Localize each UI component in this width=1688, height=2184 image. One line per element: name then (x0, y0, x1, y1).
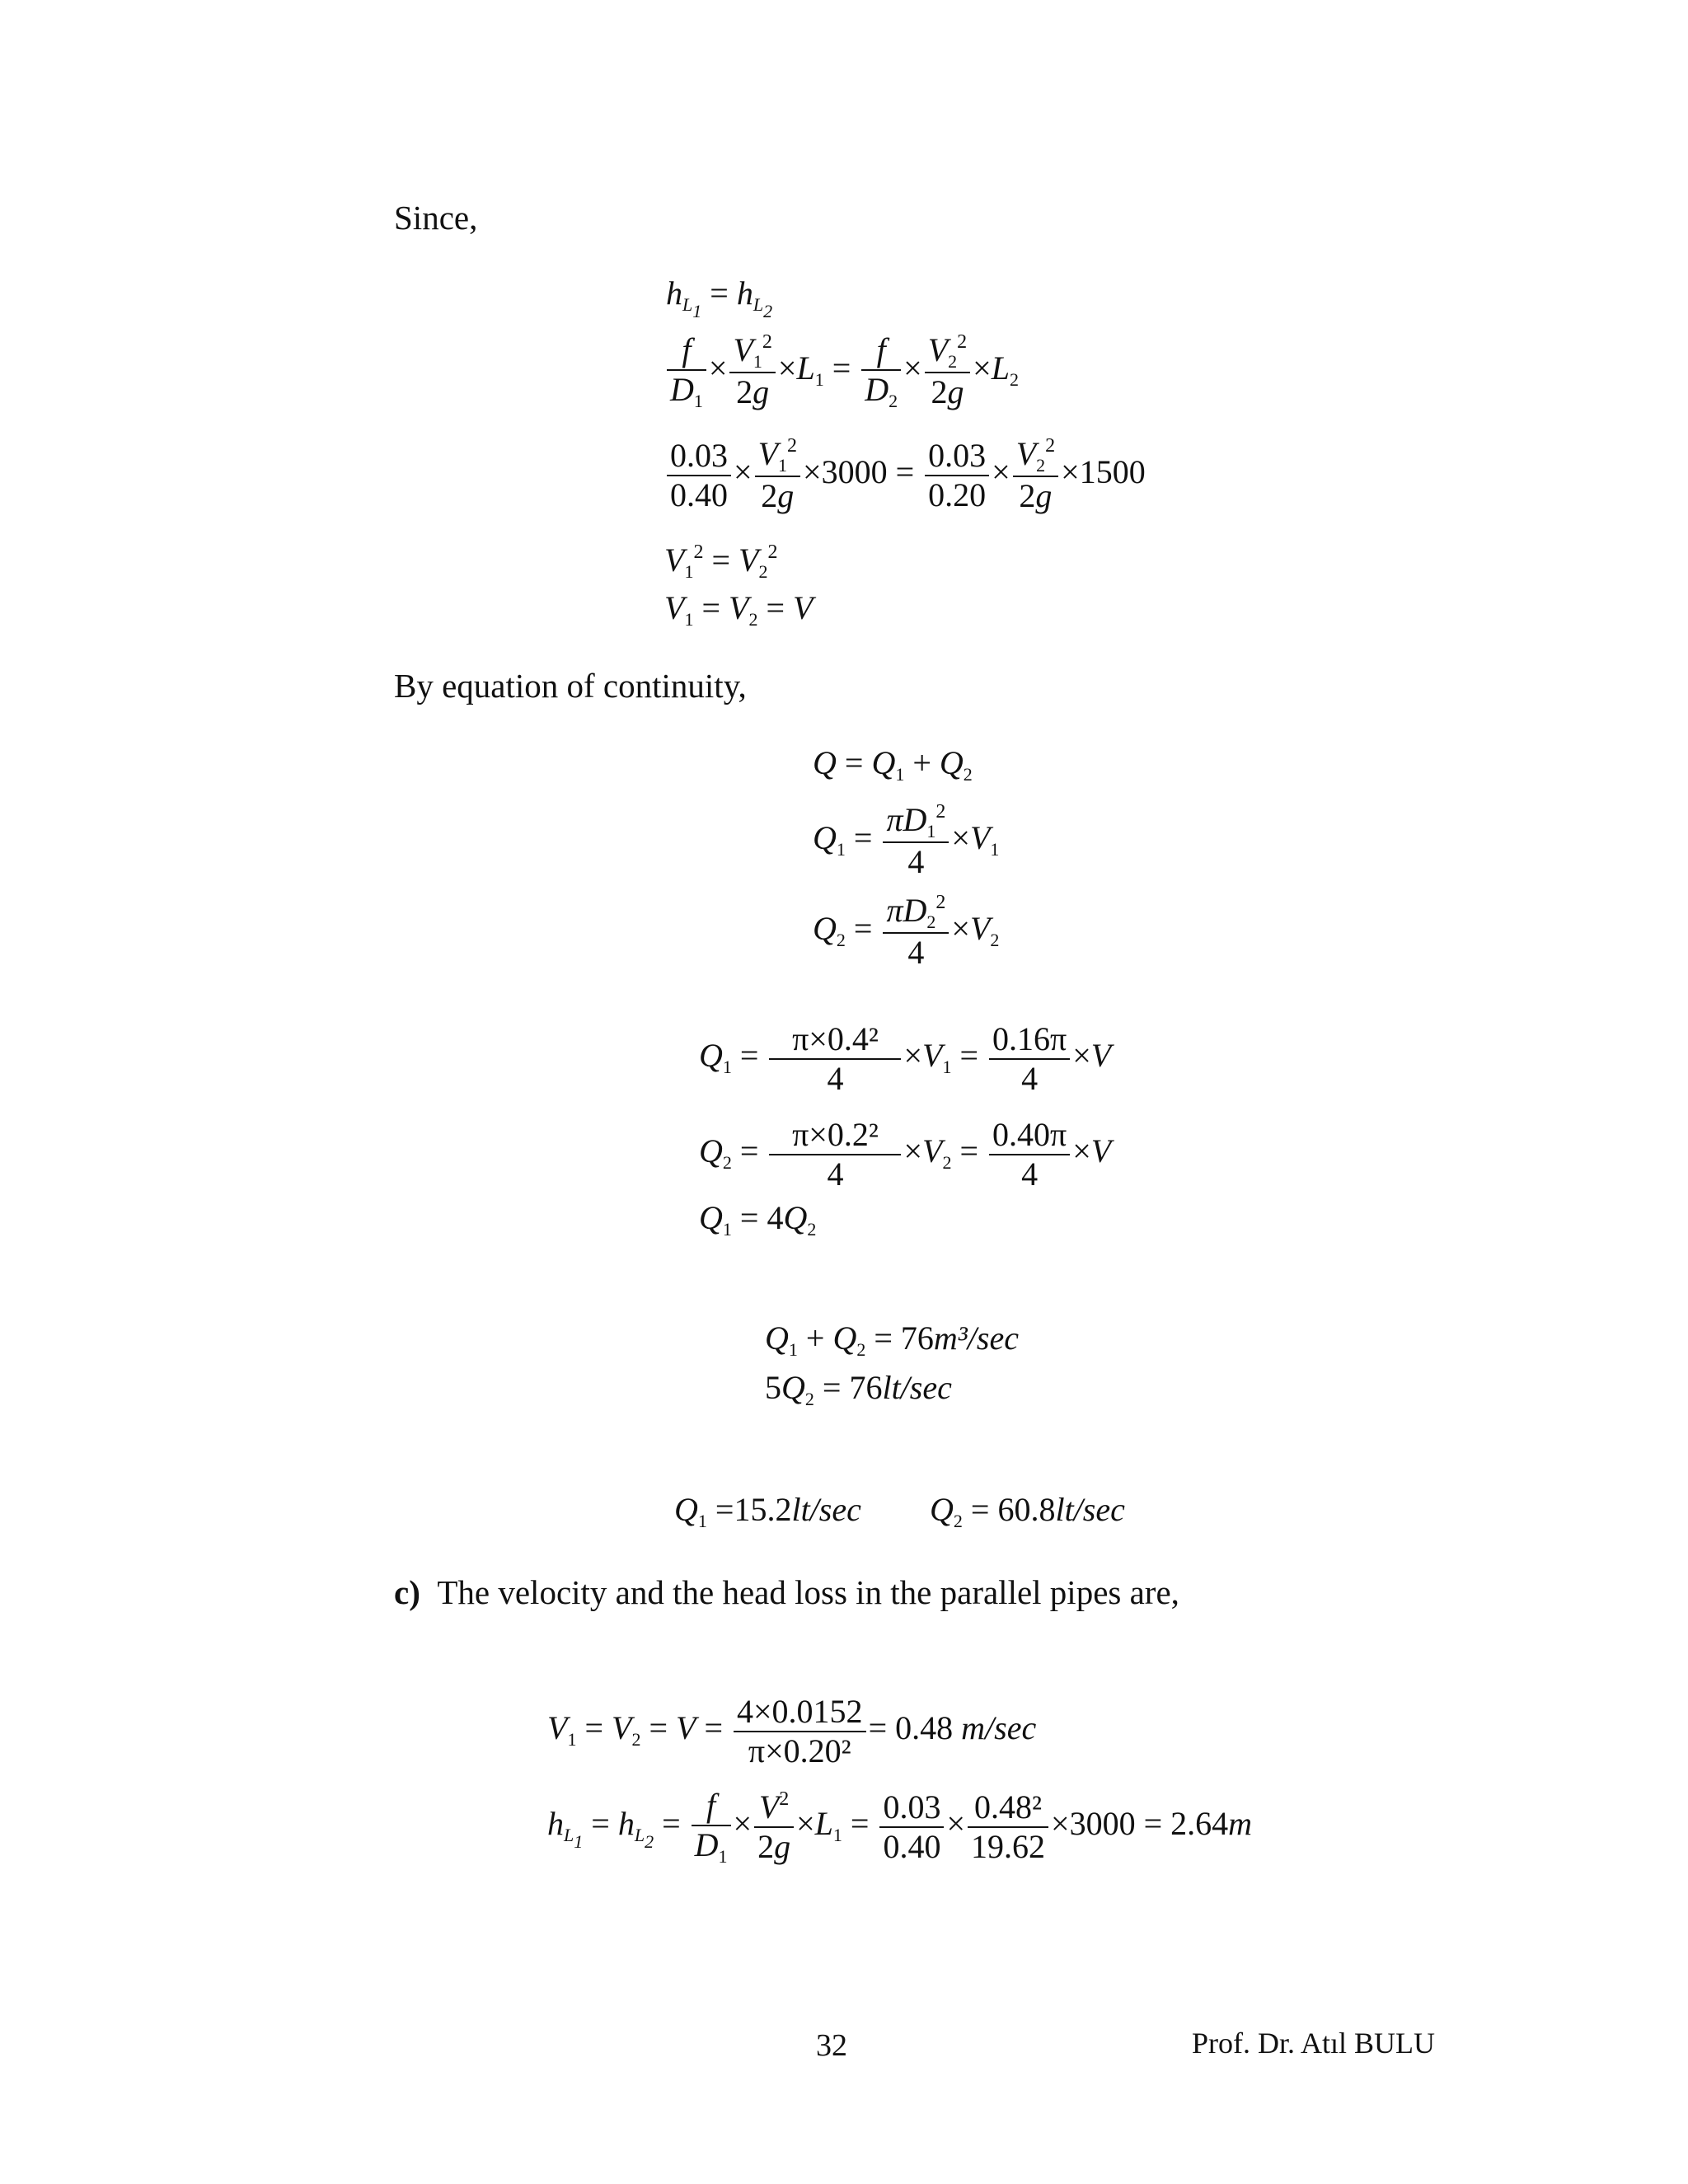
part-c-label: c) (394, 1573, 420, 1611)
part-c-heading (394, 1572, 1179, 1612)
eq-q-total: $Q = Q_1 + Q_2$ (813, 744, 973, 785)
eq-q1-formula: $Q_1$ = $\frac{\pi D_1^2}{4}$ $\times V_1$ (813, 801, 1000, 881)
part-c-text: The velocity and the head loss in the parallel pipes are, (437, 1573, 1179, 1611)
page-number: 32 (816, 2028, 847, 2063)
eq-velocity-final: $V_1 = V_2 = V$ = $\frac{4\times 0.0152}{\text{π×0.20²}}$ = 0.48 m/sec (547, 1693, 1037, 1769)
eq-q1-numeric: $Q_1$ = $\frac{\text{π×0.4²}}{4}$ $\times V_1$ = $\frac{0.16\pi}{4}$ ×V (699, 1020, 1112, 1097)
eq-darcy-general: $\frac{f}{D_1}$ × $\frac{V_1^2}{2g}$ $\times L_1$ = $\frac{f}{D_2}$ × $\frac{V_2^2}{2g}$ $\times L_2$ (664, 331, 1019, 411)
eq-q-sum: $Q_1 + Q_2 = 76m^3/\sec$ (765, 1319, 1019, 1360)
result-q1: $Q_1 =15.2lt/\sec$ (674, 1491, 861, 1531)
eq-q-ratio: $Q_1 = 4Q_2$ (699, 1199, 817, 1240)
eq-v-equal: $V_1 = V_2 = V$ (664, 589, 814, 630)
eq-5q2: $5Q_2 = 76lt/\sec$ (765, 1369, 952, 1409)
eq-v-squared: $V_1^2 = V_2^2$ (664, 541, 778, 582)
eq-q2-numeric: $Q_2$ = $\frac{\text{π×0.2²}}{4}$ $\times V_2$ = $\frac{0.40\pi}{4}$ ×V (699, 1116, 1112, 1193)
eq-q2-formula: $Q_2$ = $\frac{\pi D_2^2}{4}$ $\times V_2$ (813, 892, 1000, 972)
eq-darcy-numeric: $\frac{0.03}{0.40}$ × $\frac{V_1^2}{2g}$ ×3000 = $\frac{0.03}{0.20}$ × $\frac{V_2^2}{2g}$ ×1500 (664, 435, 1146, 515)
result-q2: $Q_2 = 60.8lt/\sec$ (930, 1491, 1125, 1531)
eq-headloss-final: $h_{L_1} = h_{L_2}$ = $\frac{f}{D_1}$ × $\frac{V^2}{2g}$ $\times L_1$ = $\frac{0.03}{0.40}$ × $\frac{\text{0.48²}}{19.62}$ ×3000 = 2.64m (547, 1787, 1253, 1867)
since-label: Since, (394, 199, 478, 237)
author-footer: Prof. Dr. Atıl BULU (1192, 2027, 1436, 2060)
eq-hl-equal: $h_{L_1} = h_{L_2}$ (666, 274, 773, 321)
continuity-label: By equation of continuity, (394, 667, 747, 705)
